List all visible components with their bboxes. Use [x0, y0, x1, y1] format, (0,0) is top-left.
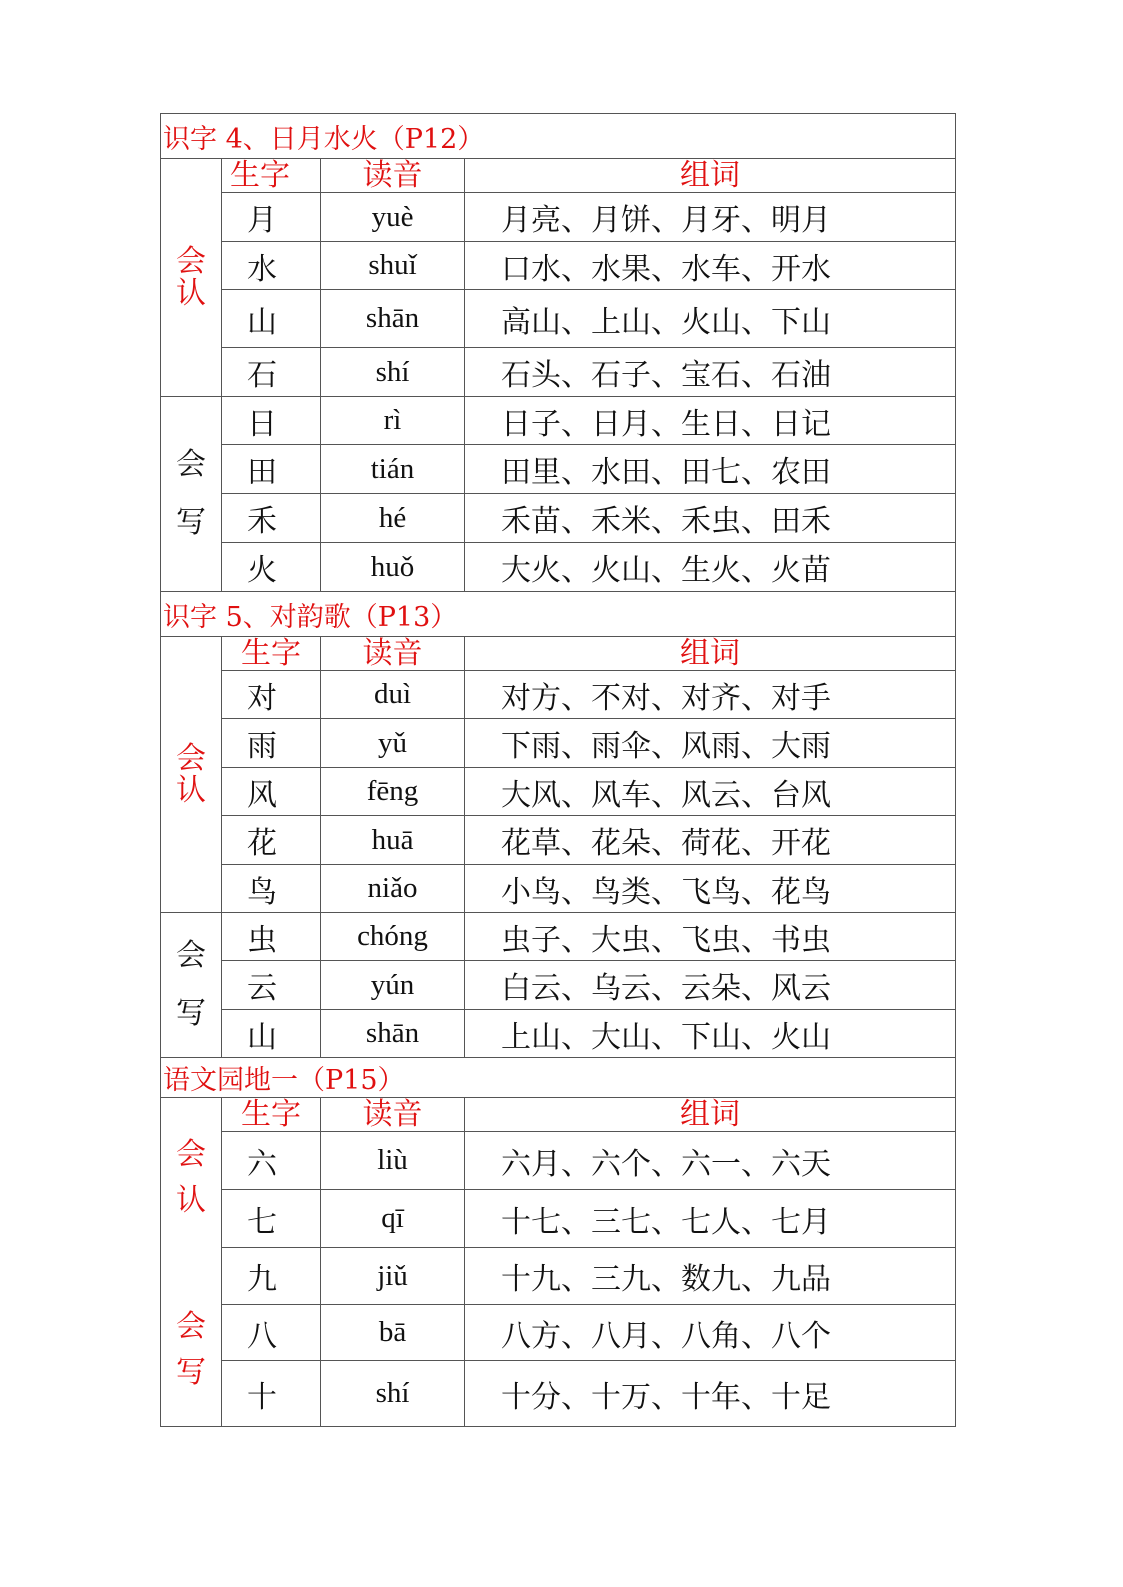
word-list: 花草、花朵、荷花、开花: [465, 816, 956, 865]
pinyin: tián: [321, 445, 465, 494]
pinyin: shí: [321, 348, 465, 397]
word-list: 上山、大山、下山、火山: [465, 1010, 956, 1058]
table-row: [161, 494, 956, 543]
pinyin: shān: [321, 1010, 465, 1058]
table-row: [161, 543, 956, 592]
table-row: [161, 768, 956, 816]
table-row: [161, 719, 956, 768]
header-row: [161, 1098, 956, 1132]
section-title-row: [161, 114, 956, 159]
group-label-recognize: 会: [176, 1137, 206, 1172]
character: 花: [222, 816, 321, 865]
pinyin: liù: [321, 1132, 465, 1190]
word-list: 对方、不对、对齐、对手: [465, 671, 956, 719]
pinyin: huā: [321, 816, 465, 865]
word-list: 石头、石子、宝石、石油: [465, 348, 956, 397]
word-list: 十七、三七、七人、七月: [465, 1190, 956, 1248]
word-list: 大风、风车、风云、台风: [465, 768, 956, 816]
table-row: [161, 1248, 956, 1305]
pinyin: rì: [321, 397, 465, 445]
header-ci: 组词: [465, 637, 956, 671]
table-row: [161, 348, 956, 397]
character: 十: [222, 1361, 321, 1427]
character: 山: [222, 1010, 321, 1058]
character: 虫: [222, 913, 321, 961]
pinyin: chóng: [321, 913, 465, 961]
character: 鸟: [222, 865, 321, 913]
section-title-row: [161, 592, 956, 637]
pinyin: yuè: [321, 193, 465, 242]
table-row: [161, 865, 956, 913]
group-label-recognize: 会 认: [161, 637, 222, 913]
character: 雨: [222, 719, 321, 768]
section-title: 语文园地一（P15）: [161, 1058, 956, 1098]
word-list: 月亮、月饼、月牙、明月: [465, 193, 956, 242]
table-row: [161, 242, 956, 290]
pinyin: jiǔ: [321, 1248, 465, 1305]
table-row: [161, 816, 956, 865]
header-pinyin: 读音: [321, 637, 465, 671]
character: 八: [222, 1305, 321, 1361]
table-row: [161, 1132, 956, 1190]
group-labels: 会 认 会 写: [161, 1098, 222, 1427]
character: 田: [222, 445, 321, 494]
section-title-row: [161, 1058, 956, 1098]
header-zi: 生字: [222, 1098, 321, 1132]
table-row: [161, 1305, 956, 1361]
character: 山: [222, 290, 321, 348]
word-list: 禾苗、禾米、禾虫、田禾: [465, 494, 956, 543]
character: 风: [222, 768, 321, 816]
word-list: 八方、八月、八角、八个: [465, 1305, 956, 1361]
vocabulary-sheet: [160, 113, 955, 1427]
table-row: [161, 1190, 956, 1248]
table-row: [161, 1010, 956, 1058]
group-label-write: 会 写: [161, 397, 222, 592]
header-row: [161, 637, 956, 671]
pinyin: qī: [321, 1190, 465, 1248]
character: 七: [222, 1190, 321, 1248]
pinyin: yún: [321, 961, 465, 1010]
header-zi: 生字: [222, 637, 321, 671]
header-ci: 组词: [465, 1098, 956, 1132]
word-list: 虫子、大虫、飞虫、书虫: [465, 913, 956, 961]
table-row: [161, 961, 956, 1010]
vocabulary-table: [160, 113, 956, 1427]
character: 对: [222, 671, 321, 719]
character: 云: [222, 961, 321, 1010]
pinyin: shuǐ: [321, 242, 465, 290]
table-row: [161, 671, 956, 719]
section-title: 识字 4、日月水火（P12）: [161, 114, 956, 159]
pinyin: bā: [321, 1305, 465, 1361]
character: 禾: [222, 494, 321, 543]
word-list: 口水、水果、水车、开水: [465, 242, 956, 290]
character: 火: [222, 543, 321, 592]
header-pinyin: 读音: [321, 159, 465, 193]
table-row: [161, 397, 956, 445]
word-list: 日子、日月、生日、日记: [465, 397, 956, 445]
word-list: 田里、水田、田七、农田: [465, 445, 956, 494]
header-zi: 生字: [222, 159, 321, 193]
group-label-write: 会 写: [161, 913, 222, 1058]
header-pinyin: 读音: [321, 1098, 465, 1132]
group-label-write: 会: [176, 1309, 206, 1344]
word-list: 六月、六个、六一、六天: [465, 1132, 956, 1190]
pinyin: niǎo: [321, 865, 465, 913]
table-row: [161, 290, 956, 348]
pinyin: shān: [321, 290, 465, 348]
pinyin: duì: [321, 671, 465, 719]
word-list: 下雨、雨伞、风雨、大雨: [465, 719, 956, 768]
word-list: 大火、火山、生火、火苗: [465, 543, 956, 592]
table-row: [161, 913, 956, 961]
word-list: 小鸟、鸟类、飞鸟、花鸟: [465, 865, 956, 913]
character: 石: [222, 348, 321, 397]
word-list: 白云、乌云、云朵、风云: [465, 961, 956, 1010]
pinyin: fēng: [321, 768, 465, 816]
header-ci: 组词: [465, 159, 956, 193]
pinyin: huǒ: [321, 543, 465, 592]
pinyin: yǔ: [321, 719, 465, 768]
pinyin: hé: [321, 494, 465, 543]
character: 水: [222, 242, 321, 290]
character: 日: [222, 397, 321, 445]
character: 六: [222, 1132, 321, 1190]
group-label-recognize: 会 认: [161, 159, 222, 397]
word-list: 高山、上山、火山、下山: [465, 290, 956, 348]
pinyin: shí: [321, 1361, 465, 1427]
header-row: [161, 159, 956, 193]
table-row: [161, 445, 956, 494]
section-title: 识字 5、对韵歌（P13）: [161, 592, 956, 637]
word-list: 十九、三九、数九、九品: [465, 1248, 956, 1305]
table-row: [161, 193, 956, 242]
character: 月: [222, 193, 321, 242]
character: 九: [222, 1248, 321, 1305]
table-row: [161, 1361, 956, 1427]
word-list: 十分、十万、十年、十足: [465, 1361, 956, 1427]
